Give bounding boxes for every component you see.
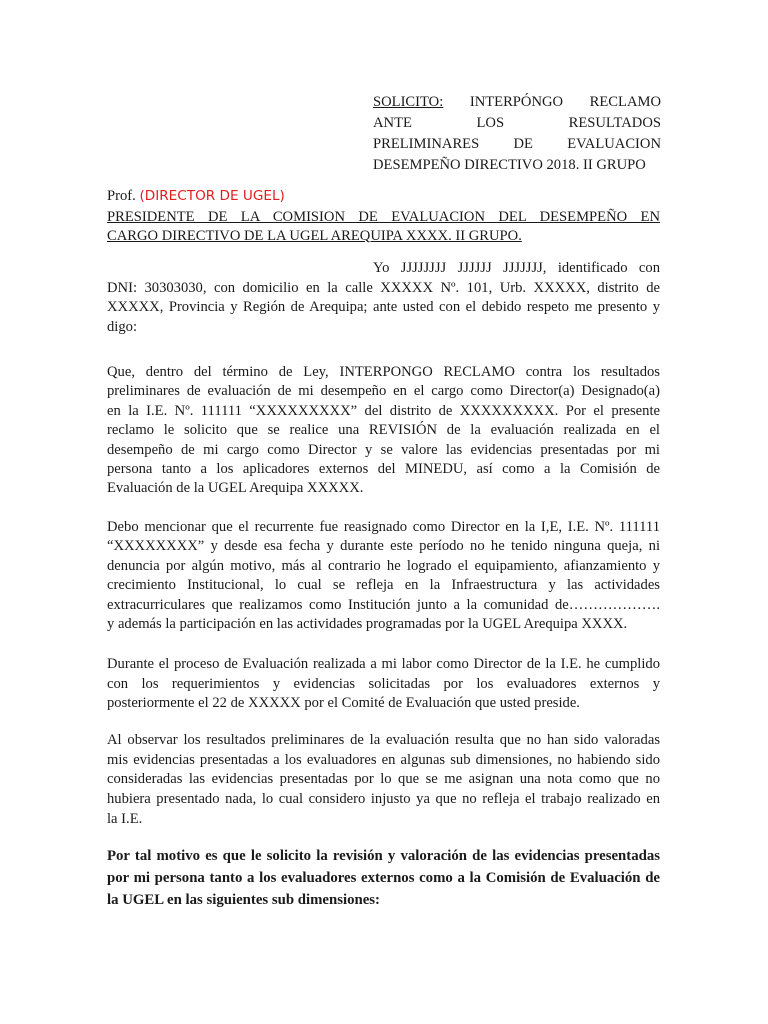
paragraph-solicitud <box>107 845 660 911</box>
paragraph-line: la UGEL en las siguientes sub dimensiones: <box>107 892 380 908</box>
solicito-label: SOLICITO: <box>373 94 444 110</box>
request-subject <box>373 92 661 176</box>
prof-prefix: Prof. <box>107 188 136 204</box>
intro-line: Yo JJJJJJJJ JJJJJJ JJJJJJJ, identificado con <box>373 260 660 276</box>
paragraph-line: y además la participación en las actividades programadas por la UGEL Arequipa XXXX. <box>107 616 628 633</box>
paragraph-line: “XXXXXXXX” y desde esa fecha y durante este período no he tenido ninguna queja, ni <box>107 538 660 555</box>
addressee-title <box>107 208 660 245</box>
paragraph-observacion <box>107 731 660 830</box>
paragraph-line: Al observar los resultados preliminares de la evaluación resulta que no han sido valoradas <box>107 732 660 748</box>
paragraph-line: Durante el proceso de Evaluación realizada a mi labor como Director de la I.E. he cumplido <box>107 656 660 672</box>
paragraph-line: crecimiento Institucional, lo cual se refleja en la Infraestructura y las actividades <box>107 577 660 594</box>
paragraph-line: persona tanto a los aplicadores externos del MINEDU, así como a la Comisión de <box>107 461 660 478</box>
subject-line: ANTE LOS RESULTADOS <box>373 115 661 131</box>
paragraph-line: reclamo le solicito que se realice una REVISIÓN de la evaluación realizada en el <box>107 422 660 439</box>
paragraph-line: mis evidencias presentadas a los evaluadores en algunas sub dimensiones, no habiendo sido <box>107 751 660 768</box>
paragraph-line: hubiera presentado nada, lo cual considero injusto ya que no refleja el trabajo realizado en <box>107 791 660 808</box>
intro-line: XXXXX, Provincia y Región de Arequipa; ante usted con el debido respeto me presento y <box>107 299 660 315</box>
paragraph-line: posteriormente el 22 de XXXXX por el Comité de Evaluación que usted preside. <box>107 695 580 711</box>
paragraph-antecedentes <box>107 518 660 634</box>
paragraph-line: Por tal motivo es que le solicito la revisión y valoración de las evidencias presentadas <box>107 848 660 864</box>
paragraph-line: preliminares de evaluación de mi desempeño en el cargo como Director(a) Designado(a) <box>107 383 660 400</box>
subject-line: PRELIMINARES DE EVALUACION <box>373 136 661 152</box>
addressee-title-line: CARGO DIRECTIVO DE LA UGEL AREQUIPA XXXX. II GRUPO. <box>107 227 522 244</box>
paragraph-reclamo <box>107 363 660 499</box>
paragraph-line: con los requerimientos y evidencias solicitadas por los evaluadores externos y <box>107 675 660 692</box>
paragraph-line: Debo mencionar que el recurrente fue reasignado como Director en la I,E, I.E. Nº. 111111 <box>107 519 660 535</box>
paragraph-line: extracurriculares que realizamos como Institución junto a la comunidad de………………. <box>107 596 660 613</box>
paragraph-proceso <box>107 655 660 714</box>
paragraph-line: la I.E. <box>107 810 143 827</box>
paragraph-line: Evaluación de la UGEL Arequipa XXXXX. <box>107 480 364 497</box>
subject-line: SOLICITO: INTERPÓNGO RECLAMO <box>373 94 661 110</box>
subject-line: DESEMPEÑO DIRECTIVO 2018. II GRUPO <box>373 157 646 173</box>
paragraph-line: desempeño de mi cargo como Director y se valore las evidencias presentadas por mi <box>107 441 660 458</box>
paragraph-line: en la I.E. Nº. 111111 “XXXXXXXXX” del distrito de XXXXXXXXX. Por el presente <box>107 402 660 419</box>
intro-line: digo: <box>107 318 137 335</box>
paragraph-line: por mi persona tanto a los evaluadores externos como a la Comisión de Evaluación de <box>107 870 660 886</box>
intro-paragraph <box>107 259 660 337</box>
addressee-title-line: PRESIDENTE DE LA COMISION DE EVALUACION DEL DESEMPEÑO EN <box>107 209 660 225</box>
paragraph-line: Que, dentro del término de Ley, INTERPONGO RECLAMO contra los resultados <box>107 364 660 380</box>
intro-line: DNI: 30303030, con domicilio en la calle XXXXX Nº. 101, Urb. XXXXX, distrito de <box>107 279 660 296</box>
addressee-name <box>107 187 660 207</box>
paragraph-line: consideradas las evidencias presentadas por lo que se me asignan una nota como que no <box>107 771 660 788</box>
prof-name: (DIRECTOR DE UGEL) <box>139 188 285 204</box>
paragraph-line: denuncia por algún motivo, más al contrario he logrado el equipamiento, afianzamiento y <box>107 557 660 574</box>
